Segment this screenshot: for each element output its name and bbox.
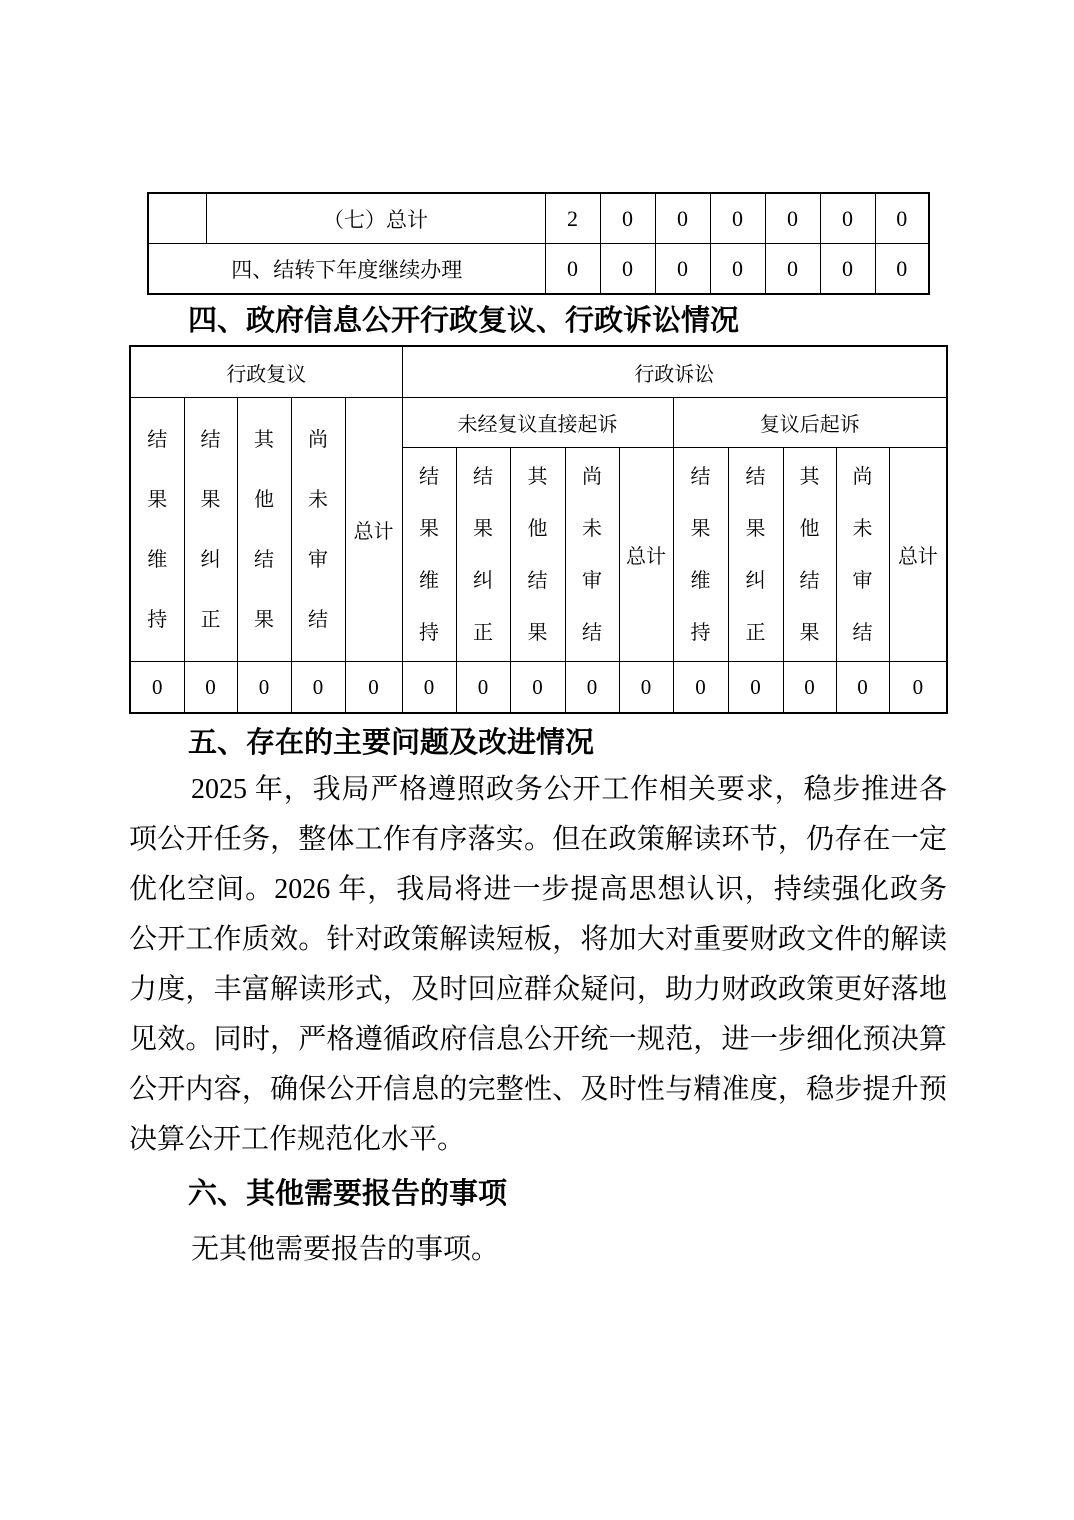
row-label-carryover: 四、结转下年度继续办理 [148, 244, 545, 295]
value-cell: 0 [456, 662, 510, 714]
value-cell: 0 [710, 244, 765, 295]
col-header-pending [565, 448, 619, 662]
section-5-paragraph: 2025 年，我局严格遵照政务公开工作相关要求，稳步推进各项公开任务，整体工作有序落实。但在政策解读环节，仍存在一定优化空间。2026 年，我局将进一步提高思想认识，持续强化政务公开工作质效。针对政策解读短板，将加大对重要财政文件的解读力度，丰富解读形式，及时回应群众疑问，助力财政政策更好落地见效。同时，严格遵循政府信息公开统一规范，进一步细化预决算公开内容，确保公开信息的完整性、及时性与精准度，稳步提升预决算公开工作规范化水平。 [129, 774, 947, 1155]
value-cell: 0 [673, 662, 728, 714]
value-cell: 0 [184, 662, 237, 714]
row-label-total: （七）总计 [206, 193, 545, 244]
vertical-header-text: 结果纠正 [200, 428, 221, 631]
col-header-result-upheld [130, 398, 184, 662]
reconsideration-litigation-table [129, 345, 948, 714]
vertical-header-text: 尚未审结 [852, 465, 873, 644]
group-header-reconsideration: 行政复议 [130, 346, 402, 398]
subgroup-header-direct-suit: 未经复议直接起诉 [402, 398, 673, 448]
col-header-result-upheld [402, 448, 456, 662]
value-cell: 0 [510, 662, 565, 714]
value-cell: 0 [875, 193, 929, 244]
value-cell: 0 [765, 193, 820, 244]
col-header-total: 总计 [345, 398, 402, 662]
col-header-other-result [510, 448, 565, 662]
vertical-header-text: 其他结果 [799, 465, 820, 644]
value-cell: 0 [130, 662, 184, 714]
table-row [148, 244, 929, 295]
col-header-other-result [237, 398, 291, 662]
col-header-result-corrected [728, 448, 783, 662]
section-6-heading: 六、其他需要报告的事项 [188, 1178, 508, 1210]
col-header-result-upheld [673, 448, 728, 662]
value-cell: 2 [545, 193, 600, 244]
group-header-litigation: 行政诉讼 [402, 346, 947, 398]
section-4-heading: 四、政府信息公开行政复议、行政诉讼情况 [188, 305, 740, 337]
col-header-total: 总计 [619, 448, 673, 662]
vertical-header-text: 结果维持 [419, 465, 440, 644]
value-cell: 0 [783, 662, 836, 714]
vertical-header-text: 其他结果 [254, 428, 274, 631]
section-6-paragraph: 无其他需要报告的事项。 [191, 1234, 500, 1265]
value-cell: 0 [600, 244, 655, 295]
vertical-header-text: 结果维持 [147, 428, 168, 631]
value-cell: 0 [619, 662, 673, 714]
value-cell: 0 [728, 662, 783, 714]
value-cell: 0 [889, 662, 947, 714]
vertical-header-text: 结果纠正 [473, 465, 494, 644]
value-cell: 0 [836, 662, 889, 714]
vertical-header-text: 其他结果 [527, 465, 548, 644]
value-cell: 0 [565, 662, 619, 714]
vertical-header-text: 结果纠正 [745, 465, 766, 644]
value-cell: 0 [765, 244, 820, 295]
value-cell: 0 [545, 244, 600, 295]
vertical-header-text: 结果维持 [690, 465, 711, 644]
value-cell: 0 [600, 193, 655, 244]
subgroup-header-after-review-suit: 复议后起诉 [673, 398, 947, 448]
col-header-pending [836, 448, 889, 662]
table-row-values [130, 662, 947, 714]
col-header-result-corrected [184, 398, 237, 662]
value-cell: 0 [710, 193, 765, 244]
value-cell: 0 [820, 193, 875, 244]
value-cell: 0 [345, 662, 402, 714]
vertical-header-text: 尚未审结 [582, 465, 603, 644]
table-row-groups [130, 346, 947, 398]
col-header-other-result [783, 448, 836, 662]
carryover-summary-table [147, 192, 930, 295]
empty-cell [148, 193, 206, 244]
value-cell: 0 [402, 662, 456, 714]
value-cell: 0 [820, 244, 875, 295]
table-row [148, 193, 929, 244]
value-cell: 0 [875, 244, 929, 295]
value-cell: 0 [655, 193, 710, 244]
col-header-pending [291, 398, 345, 662]
value-cell: 0 [291, 662, 345, 714]
value-cell: 0 [237, 662, 291, 714]
value-cell: 0 [655, 244, 710, 295]
col-header-result-corrected [456, 448, 510, 662]
table-row-subgroups [130, 398, 947, 448]
col-header-total: 总计 [889, 448, 947, 662]
section-5-heading: 五、存在的主要问题及改进情况 [188, 727, 595, 759]
vertical-header-text: 尚未审结 [308, 428, 328, 631]
